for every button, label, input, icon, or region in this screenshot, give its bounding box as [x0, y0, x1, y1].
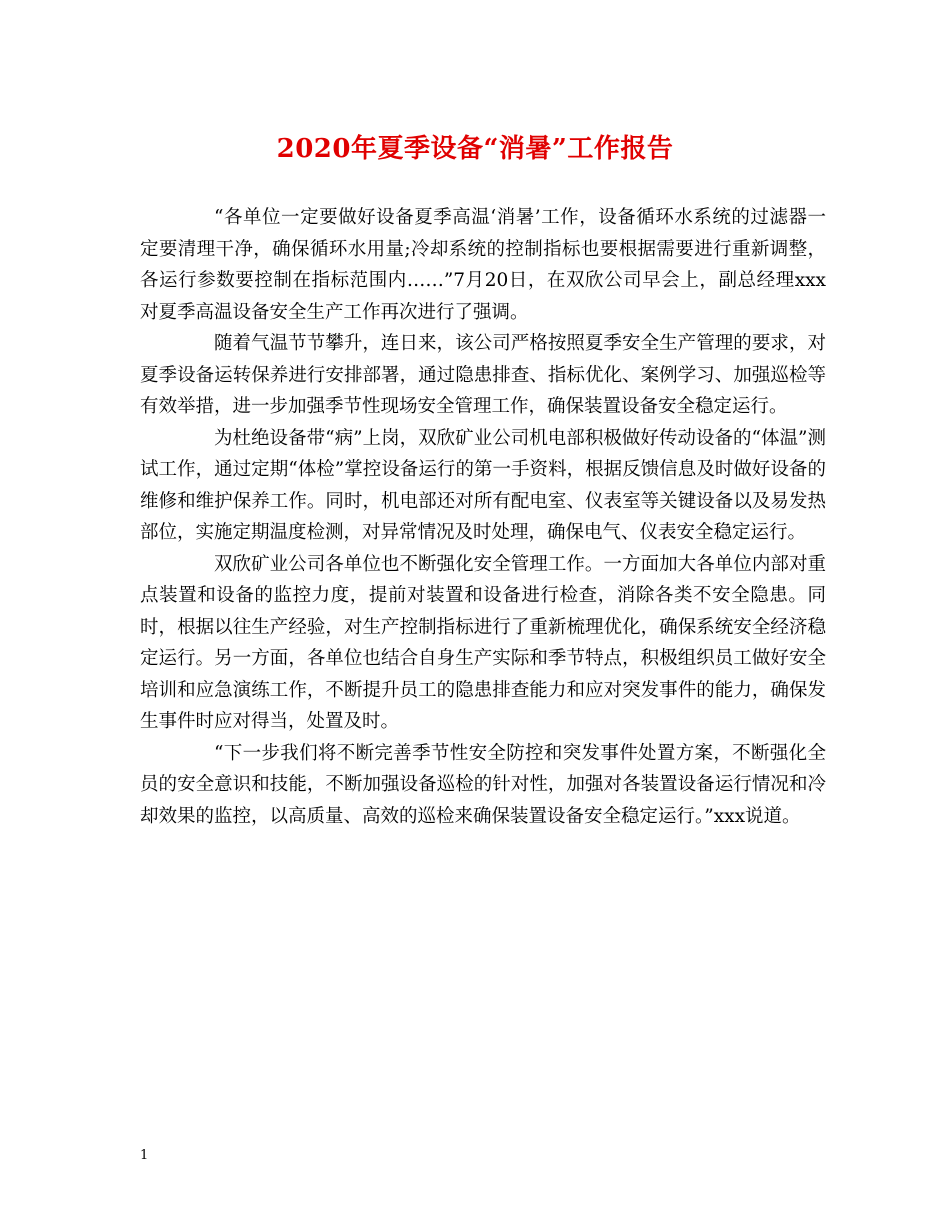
document-body [140, 202, 826, 832]
paragraph-4: 双欣矿业公司各单位也不断强化安全管理工作。一方面加大各单位内部对重点装置和设备的监控力度，提前对装置和设备进行检查，消除各类不安全隐患。同时，根据以往生产经验，对生产控制指标进行了重新梳理优化，确保系统安全经济稳定运行。另一方面，各单位也结合自身生产实际和季节特点，积极组织员工做好安全培训和应急演练工作，不断提升员工的隐患排查能力和应对突发事件的能力，确保发生事件时应对得当，处置及时。 [140, 553, 826, 732]
paragraph-2: 随着气温节节攀升，连日来，该公司严格按照夏季安全生产管理的要求，对夏季设备运转保养进行安排部署，通过隐患排查、指标优化、案例学习、加强巡检等有效举措，进一步加强季节性现场安全管理工作，确保装置设备安全稳定运行。 [140, 333, 826, 417]
paragraph-1: “各单位一定要做好设备夏季高温‘消暑’工作，设备循环水系统的过滤器一定要清理干净，确保循环水用量;冷却系统的控制指标也要根据需要进行重新调整，各运行参数要控制在指标范围内……”7月20日，在双欣公司早会上，副总经理xxx对夏季高温设备安全生产工作再次进行了强调。 [140, 207, 826, 323]
page-number: 1 [140, 1148, 149, 1163]
paragraph-3: 为杜绝设备带“病”上岗，双欣矿业公司机电部积极做好传动设备的“体温”测试工作，通过定期“体检”掌控设备运行的第一手资料，根据反馈信息及时做好设备的维修和维护保养工作。同时，机电部还对所有配电室、仪表室等关键设备以及易发热部位，实施定期温度检测，对异常情况及时处理，确保电气、仪表安全稳定运行。 [140, 427, 826, 543]
document-title: 2020年夏季设备“消暑”工作报告 [276, 134, 674, 164]
paragraph-5: “下一步我们将不断完善季节性安全防控和突发事件处置方案，不断强化全员的安全意识和技能，不断加强设备巡检的针对性，加强对各装置设备运行情况和冷却效果的监控，以高质量、高效的巡检来确保装置设备安全稳定运行。”xxx说道。 [140, 742, 826, 827]
